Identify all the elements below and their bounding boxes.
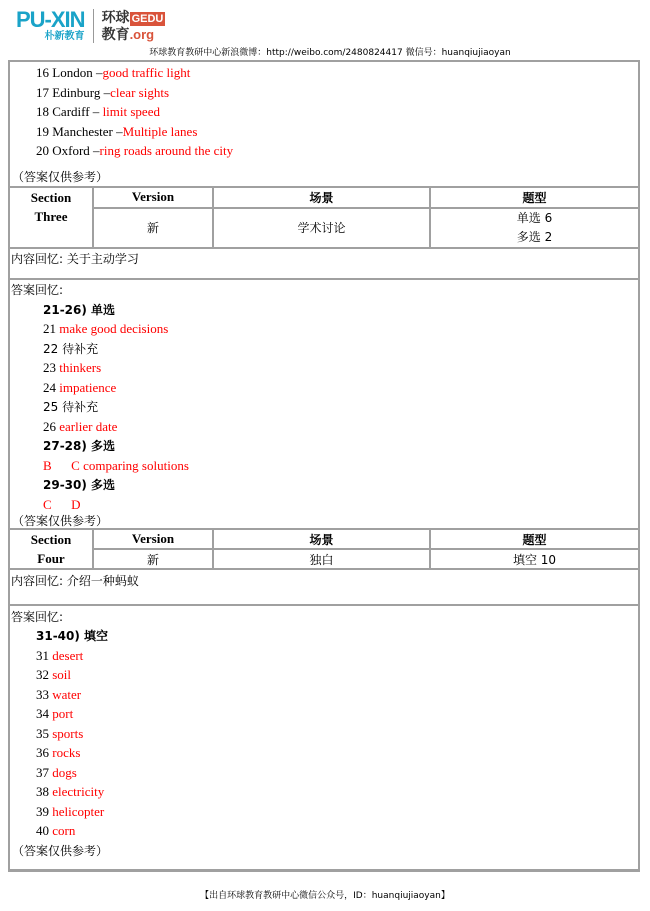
content-recall: 内容回忆: 介绍一种蚂蚁 — [11, 574, 139, 588]
answer-item — [10, 724, 638, 744]
answer-item — [10, 63, 638, 83]
answer-text: water — [52, 686, 82, 702]
logo-divider — [93, 9, 94, 43]
answer-item — [10, 743, 638, 763]
answers-label: 答案回忆: — [10, 278, 638, 300]
question-number: 40 — [36, 823, 53, 838]
answer-text: make good decisions — [59, 321, 169, 336]
question-number: 21 — [43, 321, 60, 336]
answer-item — [10, 102, 638, 122]
question-number: 32 — [36, 667, 53, 682]
logo-hq1: 环球 — [101, 9, 130, 26]
section-label: Section Four — [10, 529, 93, 569]
header-scene: 场景 — [213, 187, 430, 208]
answer-item — [10, 122, 638, 142]
answer-text: dogs — [52, 764, 77, 780]
answer-item — [10, 417, 638, 437]
question-number: 31 — [36, 647, 53, 663]
answer-text: thinkers — [59, 360, 102, 375]
header-type: 题型 — [430, 187, 638, 208]
question-number: 33 — [36, 686, 53, 702]
question-number: 20 Oxford – — [36, 143, 100, 158]
question-number: 27-28) 多选 — [43, 439, 116, 453]
note: （答案仅供参考） — [12, 169, 109, 184]
answer-text: desert — [52, 647, 84, 663]
answer-item — [10, 495, 638, 515]
content-frame — [8, 60, 640, 872]
question-number: 37 — [36, 764, 53, 780]
question-number: 26 — [43, 418, 60, 434]
answer-item — [10, 763, 638, 783]
header-scene: 场景 — [213, 529, 430, 549]
question-number: 36 — [36, 745, 53, 760]
answer-text: ring roads around the city — [99, 143, 234, 158]
answer-item — [10, 685, 638, 705]
type-value: 填空 10 — [430, 549, 638, 569]
question-number: 35 — [36, 725, 53, 741]
answer-text: Multiple lanes — [122, 123, 198, 139]
logo-text: PU-XIN — [16, 7, 85, 32]
content-recall: 内容回忆: 关于主动学习 — [11, 251, 139, 266]
answer-item — [10, 782, 638, 802]
logo — [16, 8, 165, 44]
answer-item — [10, 339, 638, 359]
logo-sub: 朴新教育 — [44, 31, 85, 42]
answer-text: earlier date — [59, 418, 118, 434]
answer-text: helicopter — [52, 803, 105, 819]
question-number: 22 待补充 — [43, 341, 99, 356]
answer-item — [10, 646, 638, 666]
footer: 【出自环球教育教研中心微信公众号，ID：huanqiujiaoyan】 — [200, 891, 450, 901]
answer-text: B C comparing solutions — [43, 457, 189, 473]
answer-item — [10, 436, 638, 456]
answer-item — [10, 319, 638, 339]
section-label: Section Three — [10, 187, 93, 248]
answer-item — [10, 141, 638, 161]
logo-org: .org — [129, 26, 155, 42]
question-number: 31-40) 填空 — [36, 629, 109, 643]
answer-text: port — [52, 706, 74, 721]
version-value: 新 — [93, 208, 213, 248]
answer-text: impatience — [59, 379, 117, 395]
question-number: 39 — [36, 803, 53, 819]
question-number: 38 — [36, 784, 53, 799]
question-number: 21-26) 单选 — [43, 302, 116, 317]
answer-item — [10, 397, 638, 417]
version-value: 新 — [93, 549, 213, 569]
answer-text: limit speed — [102, 104, 160, 119]
logo-hq2: 教育 — [101, 26, 130, 43]
answer-text: corn — [52, 823, 76, 838]
question-number: 23 — [43, 360, 60, 375]
answer-item — [10, 300, 638, 320]
question-number: 17 Edinburg – — [36, 84, 111, 100]
question-number: 29-30) 多选 — [43, 478, 116, 492]
note: （答案仅供参考） — [12, 514, 109, 528]
header-version: Version — [93, 187, 213, 208]
weibo-line: 环球教育教研中心新浪微博：http://weibo.com/2480824417 微信号：huanqiujiaoyan — [149, 48, 511, 58]
answers-label: 答案回忆: — [10, 604, 638, 626]
question-number: 18 Cardiff – — [36, 104, 103, 119]
question-number: 25 待补充 — [43, 400, 99, 414]
answer-item — [10, 665, 638, 685]
section-four-table — [10, 528, 638, 570]
answer-item — [10, 626, 638, 646]
type-value: 单选 6 多选 2 — [430, 208, 638, 248]
answer-text: soil — [52, 667, 72, 682]
question-number: 24 — [43, 379, 60, 395]
answer-text: clear sights — [110, 84, 169, 100]
answer-item — [10, 83, 638, 103]
question-number: 34 — [36, 706, 53, 721]
header-version: Version — [93, 529, 213, 549]
answer-item — [10, 704, 638, 724]
section-three-table — [10, 186, 638, 249]
scene-value: 学术讨论 — [213, 208, 430, 248]
answer-text: sports — [52, 725, 84, 741]
answer-item — [10, 821, 638, 841]
answer-text: electricity — [52, 784, 105, 799]
answer-item — [10, 802, 638, 822]
answer-item — [10, 456, 638, 476]
answer-text: C D — [43, 496, 81, 512]
answer-text: rocks — [52, 745, 81, 760]
question-number: 19 Manchester – — [36, 123, 123, 139]
answer-item — [10, 378, 638, 398]
note: （答案仅供参考） — [12, 843, 109, 858]
answer-text: good traffic light — [102, 65, 191, 80]
question-number: 16 London – — [36, 65, 103, 80]
header-type: 题型 — [430, 529, 638, 549]
answer-item — [10, 358, 638, 378]
logo-gedu: GEDU — [131, 12, 164, 25]
scene-value: 独白 — [213, 549, 430, 569]
answer-item — [10, 475, 638, 495]
